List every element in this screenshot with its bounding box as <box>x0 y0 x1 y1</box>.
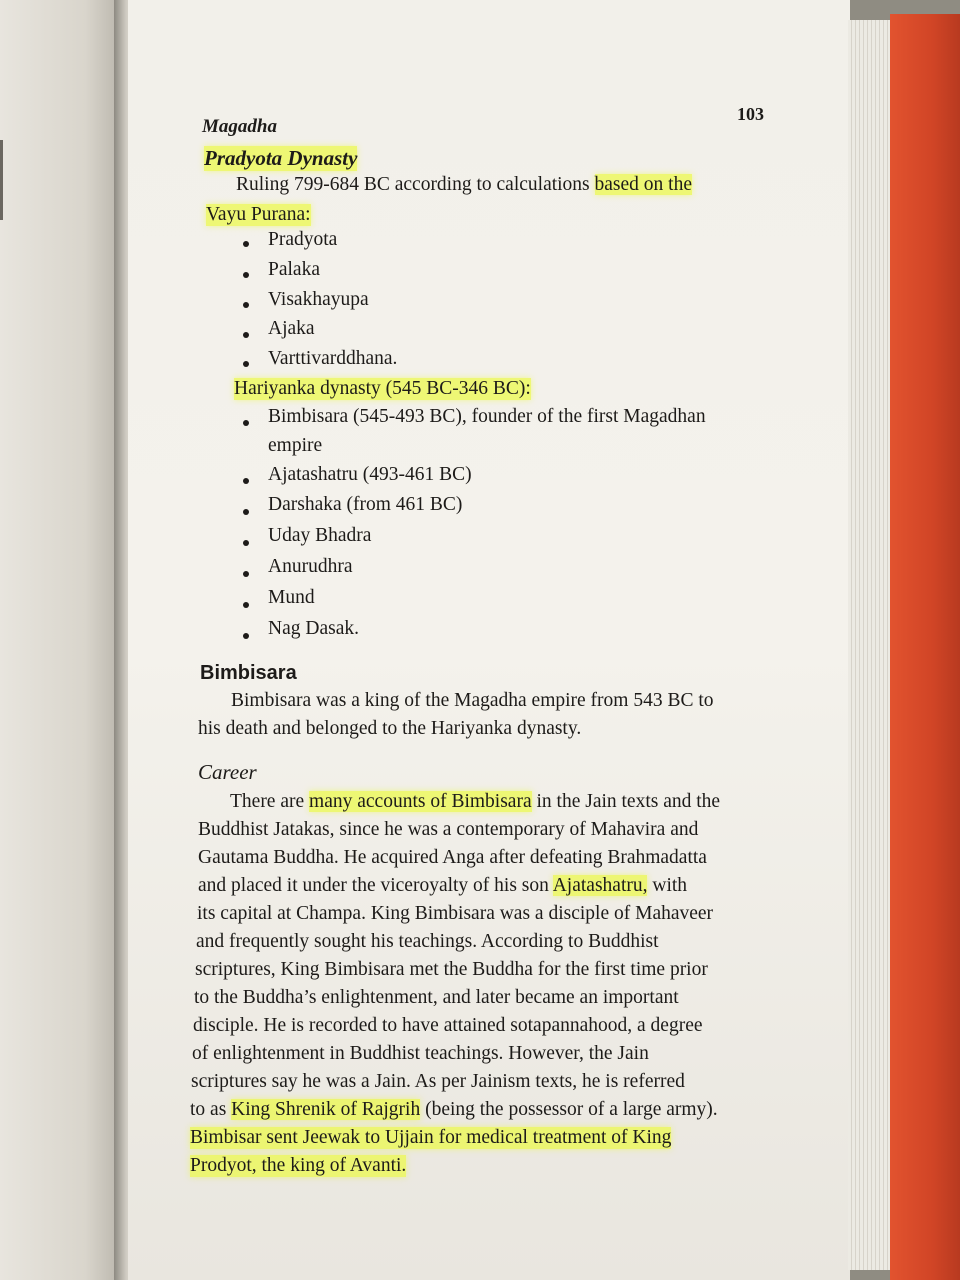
bullet-icon <box>243 540 249 546</box>
bullet-icon <box>243 272 249 278</box>
list-item: Anurudhra <box>268 556 353 577</box>
career-heading: Career <box>198 760 257 784</box>
list-item: Bimbisara (545-493 BC), founder of the first Magadhan <box>268 406 706 427</box>
pradyota-intro-line2: Vayu Purana: <box>206 204 311 225</box>
list-item: Pradyota <box>268 229 338 250</box>
list-item: Ajaka <box>268 318 315 339</box>
career-line-8: to the Buddha’s enlightenment, and later became an important <box>194 987 679 1008</box>
bullet-icon <box>243 633 249 639</box>
career-text: (being the possessor of a large army). <box>425 1099 718 1120</box>
career-line-2: Buddhist Jatakas, since he was a contemporary of Mahavira and <box>198 819 699 840</box>
career-line-5: its capital at Champa. King Bimbisara was a disciple of Mahaveer <box>197 903 714 924</box>
career-text: in the Jain texts and the <box>536 791 721 812</box>
bullet-icon <box>243 361 249 367</box>
list-item: Nag Dasak. <box>268 618 359 639</box>
career-text: and placed it under the viceroyalty of his son <box>198 875 549 896</box>
bimbisara-line2: his death and belonged to the Hariyanka dynasty. <box>198 718 582 739</box>
list-item-continuation: empire <box>268 435 323 456</box>
list-item: Ajatashatru (493-461 BC) <box>268 464 472 485</box>
career-highlight: Ajatashatru, <box>552 875 648 896</box>
list-item: Uday Bhadra <box>268 525 372 546</box>
bullet-icon <box>243 241 249 247</box>
pradyota-intro-text: Ruling 799-684 BC according to calculations <box>236 174 590 195</box>
career-text: to as <box>190 1099 227 1120</box>
bullet-icon <box>243 509 249 515</box>
career-line-9: disciple. He is recorded to have attained sotapannahood, a degree <box>193 1015 703 1036</box>
bimbisara-line1: Bimbisara was a king of the Magadha empire from 543 BC to <box>231 690 714 711</box>
bullet-icon <box>243 571 249 577</box>
career-text: There are <box>230 791 305 812</box>
bullet-icon <box>243 332 249 338</box>
page-number: 103 <box>737 104 764 124</box>
pradyota-intro-highlight: based on the <box>594 174 693 195</box>
list-item: Darshaka (from 461 BC) <box>268 494 463 515</box>
career-line-6: and frequently sought his teachings. According to Buddhist <box>196 931 659 952</box>
list-item: Mund <box>268 587 315 608</box>
career-line-10: of enlightenment in Buddhist teachings. However, the Jain <box>192 1043 649 1064</box>
bimbisara-heading: Bimbisara <box>200 662 297 684</box>
bullet-icon <box>243 478 249 484</box>
career-highlight: King Shrenik of Rajgrih <box>231 1099 421 1120</box>
career-line-11: scriptures say he was a Jain. As per Jainism texts, he is referred <box>191 1071 685 1092</box>
bullet-icon <box>243 302 249 308</box>
career-line-3: Gautama Buddha. He acquired Anga after defeating Brahmadatta <box>198 847 707 868</box>
bullet-icon <box>243 602 249 608</box>
bullet-icon <box>243 420 249 426</box>
career-line-12 <box>190 1099 718 1121</box>
career-line-14: Prodyot, the king of Avanti. <box>190 1155 407 1176</box>
hariyanka-heading: Hariyanka dynasty (545 BC-346 BC): <box>234 378 531 399</box>
career-line-13: Bimbisar sent Jeewak to Ujjain for medical treatment of King <box>190 1127 672 1148</box>
list-item: Visakhayupa <box>268 289 369 310</box>
list-item: Varttivarddhana. <box>268 348 398 369</box>
career-highlight: many accounts of Bimbisara <box>309 791 532 812</box>
career-line-1 <box>230 791 720 813</box>
pradyota-intro-line1 <box>236 174 692 196</box>
career-line-4 <box>198 875 687 897</box>
pradyota-heading: Pradyota Dynasty <box>204 146 358 170</box>
running-head: Magadha <box>202 116 277 137</box>
career-line-7: scriptures, King Bimbisara met the Buddha for the first time prior <box>195 959 708 980</box>
career-text: with <box>652 875 688 896</box>
list-item: Palaka <box>268 259 320 280</box>
